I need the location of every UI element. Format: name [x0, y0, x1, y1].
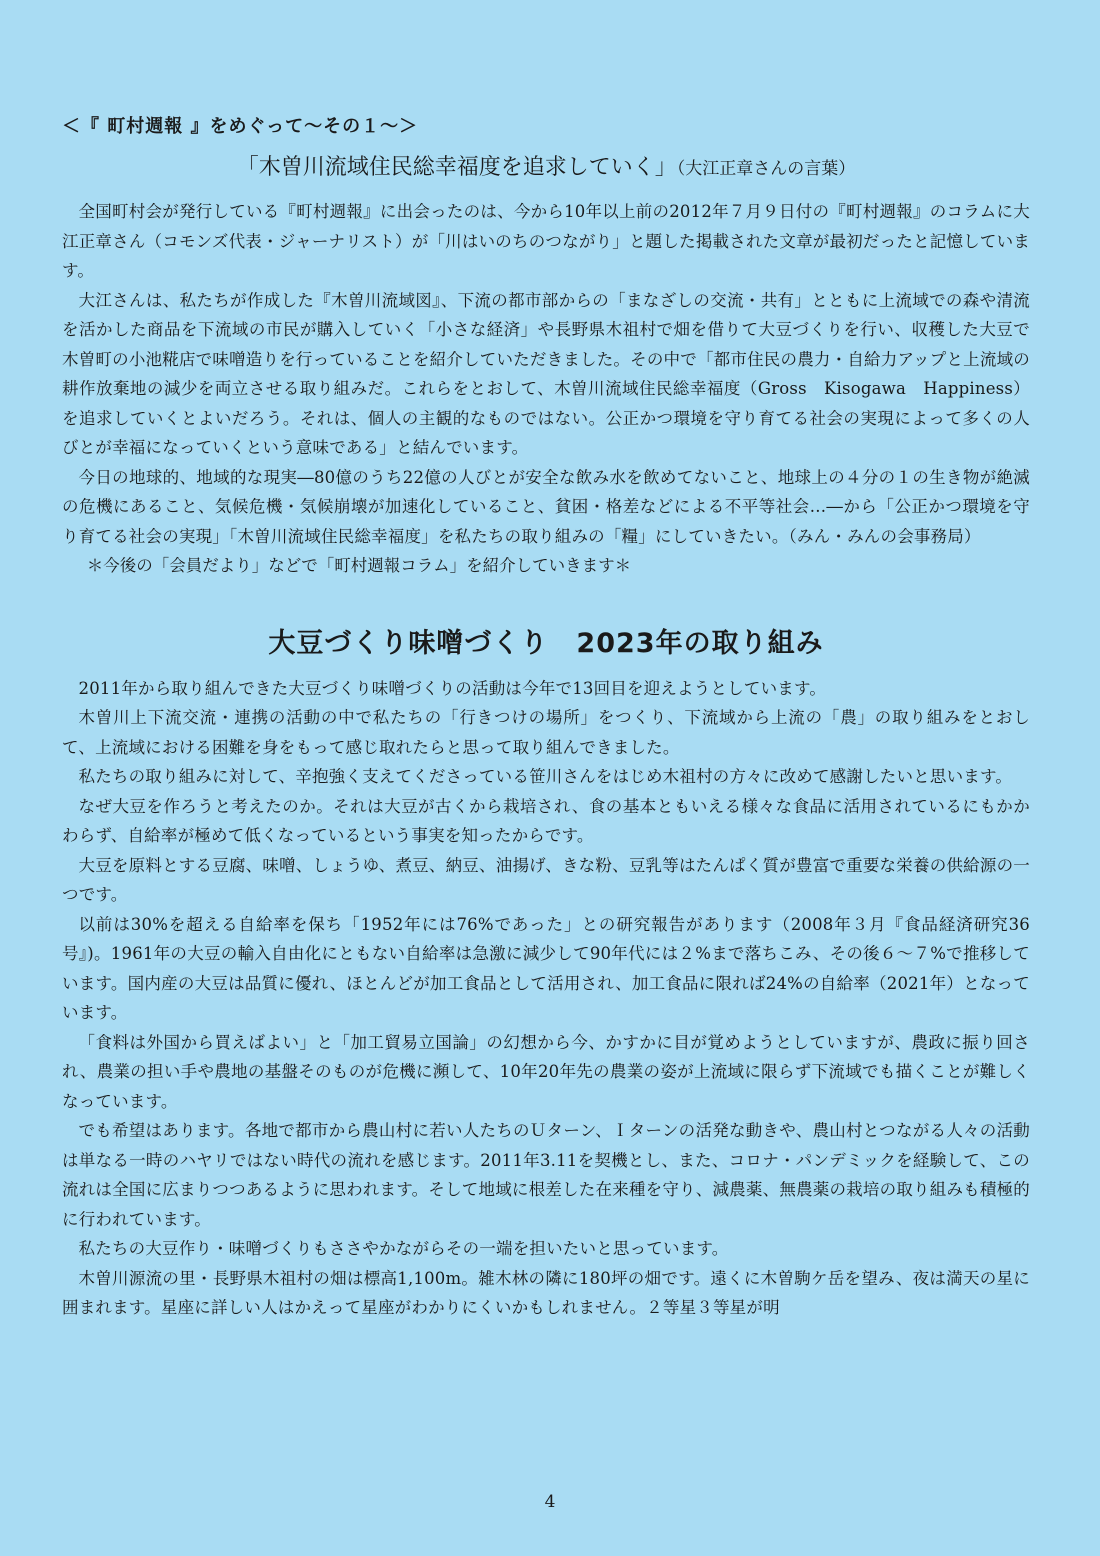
paragraph: 今日の地球的、地域的な現実―80億のうち22億の人びとが安全な飲み水を飲めてないこと、地球上の４分の１の生き物が絶滅の危機にあること、気候危機・気候崩壊が加速化していること、貧困・格差などによる不平等社会…―から「公正かつ環境を守り育てる社会の実現」「木曽川流域住民総幸福度」を私たちの取り組みの「糧」にしていきたい。（みん・みんの会事務局）: [62, 467, 1030, 546]
paragraph: 2011年から取り組んできた大豆づくり味噌づくりの活動は今年で13回目を迎えようとしています。: [78, 678, 827, 698]
paragraph: でも希望はあります。各地で都市から農山村に若い人たちのＵターン、Ｉターンの活発な動きや、農山村とつながる人々の活動は単なる一時のハヤリではない時代の流れを感じます。2011年3.11を契機とし、また、コロナ・パンデミックを経験して、この流れは全国に広まりつつあるように思われます。そして地域に根差した在来種を守り、減農薬、無農薬の栽培の取り組みも積極的に行われています。: [62, 1121, 1030, 1229]
paragraph: 木曽川上下流交流・連携の活動の中で私たちの「行きつけの場所」をつくり、下流域から上流の「農」の取り組みをとおして、上流域における困難を身をもって感じ取れたらと思って取り組んできました。: [62, 708, 1030, 757]
paragraph: 以前は30%を超える自給率を保ち「1952年には76%であった」との研究報告があります（2008年３月『食品経済研究36号』)。1961年の大豆の輸入自由化にともない自給率は急激に減少して90年代には２%まで落ちこみ、その後６〜７%で推移しています。国内産の大豆は品質に優れ、ほとんどが加工食品として活用され、加工食品に限れば24%の自給率（2021年）となっています。: [62, 914, 1030, 1022]
article-title: 大豆づくり味噌づくり 2023年の取り組み: [268, 627, 824, 659]
page-content: [62, 112, 1030, 1323]
paragraph: 私たちの取り組みに対して、辛抱強く支えてくださっている笹川さんをはじめ木祖村の方々に改めて感謝したいと思います。: [78, 767, 1013, 786]
paragraph: 大豆を原料とする豆腐、味噌、しょうゆ、煮豆、納豆、油揚げ、きな粉、豆乳等はたんぱく質が豊富で重要な栄養の供給源の一つです。: [62, 855, 1030, 904]
paragraph: なぜ大豆を作ろうと考えたのか。それは大豆が古くから栽培され、食の基本ともいえる様々な食品に活用されているにもかかわらず、自給率が極めて低くなっているという事実を知ったからです。: [62, 796, 1030, 845]
quote-title: [62, 150, 1030, 181]
paragraph: 「食料は外国から買えばよい」と「加工貿易立国論」の幻想から今、かすかに目が覚めようとしていますが、農政に振り回され、農業の担い手や農地の基盤そのものが危機に瀕して、10年20年先の農業の姿が上流域に限らず下流域でも描くことが難しくなっています。: [62, 1032, 1030, 1111]
paragraph: 全国町村会が発行している『町村週報』に出会ったのは、今から10年以上前の2012年７月９日付の『町村週報』のコラムに大江正章さん（コモンズ代表・ジャーナリスト）が「川はいのちのつながり」と題した掲載された文章が最初だったと記憶しています。: [62, 202, 1030, 280]
page-number: 4: [544, 1492, 556, 1512]
quote-title-text: 「木曽川流域住民総幸福度を追求していく」: [236, 155, 677, 180]
paragraph: 私たちの大豆作り・味噌づくりもささやかながらその一端を担いたいと思っています。: [78, 1239, 729, 1258]
column-heading: ＜『 町村週報 』をめぐって〜その１〜＞: [62, 116, 419, 137]
quote-attribution: （大江正章さんの言葉）: [676, 159, 856, 179]
paragraph: 大江さんは、私たちが作成した『木曽川流域図』、下流の都市部からの「まなざしの交流・共有」とともに上流域での森や清流を活かした商品を下流域の市民が購入していく「小さな経済」や長野県木祖村で畑を借りて大豆づくりを行い、収穫した大豆で木曽町の小池糀店で味噌造りを行っていることを紹介していただきました。その中で「都市住民の農力・自給力アップと上流域の耕作放棄地の減少を両立させる取り組みだ。これらをとおして、木曽川流域住民総幸福度（Gross Kisogawa Happiness）を追求していくとよいだろう。それは、個人の主観的なものではない。公正かつ環境を守り育てる社会の実現によって多くの人びとが幸福になっていくという意味である」と結んでいます。: [62, 290, 1030, 457]
soybean-section: [62, 621, 1030, 1323]
column-note: ＊今後の「会員だより」などで「町村週報コラム」を紹介していきます＊: [86, 556, 632, 575]
paragraph: 木曽川源流の里・長野県木祖村の畑は標高1,100m。雑木林の隣に180坪の畑です。遠くに木曽駒ケ岳を望み、夜は満天の星に囲まれます。星座に詳しい人はかえって星座がわかりにくいかもしれません。２等星３等星が明: [62, 1268, 1030, 1317]
column-section: [62, 112, 1030, 581]
